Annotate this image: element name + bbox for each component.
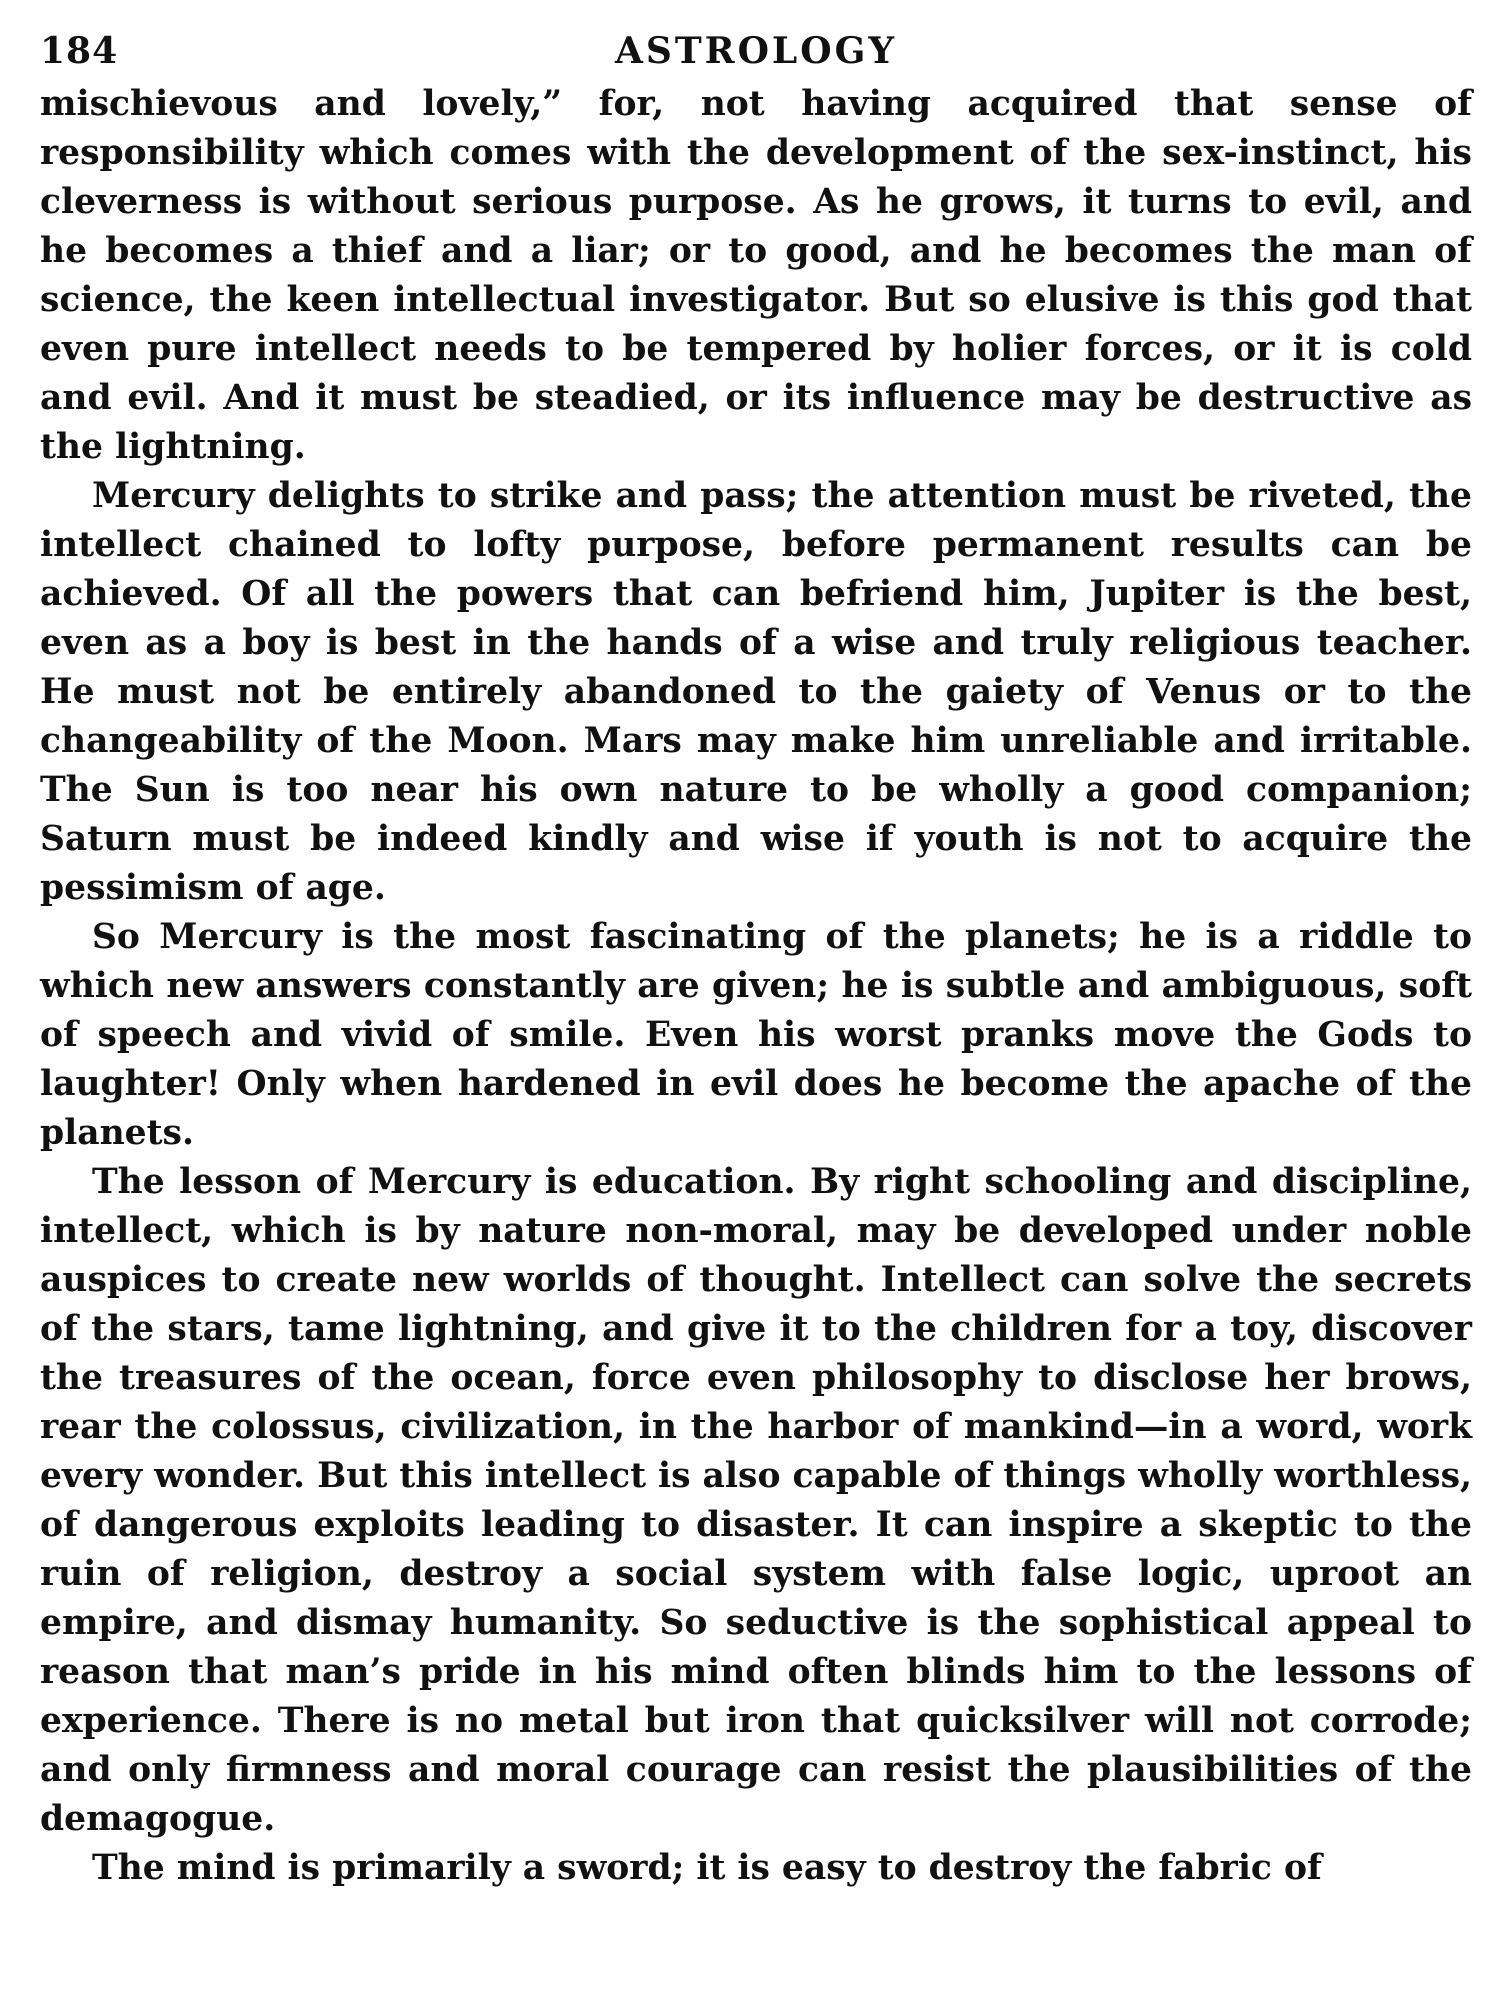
running-head (40, 30, 1472, 80)
running-title: ASTROLOGY (614, 30, 898, 72)
body-text (40, 80, 1472, 1893)
paragraph-continuation: mischievous and lovely,” for, not having acquired that sense of responsibility which comes with the development of the sex-instinct, his cleverness is without serious purpose. As he grows, it turns to evil, and he becomes a thief and a liar; or to good, and he becomes the man of science, the keen intellectual investigator. But so elusive is this god that even pure intellect needs to be tempered by holier forces, or it is cold and evil. And it must be steadied, or its influence may be destructive as the lightning. (40, 84, 1472, 467)
paragraph-lesson-of-mercury: The lesson of Mercury is education. By right schooling and discipline, intellect, which is by nature non-moral, may be developed under noble auspices to create new worlds of thought. Intellect can solve the secrets of the stars, tame lightning, and give it to the children for a toy, discover the treasures of the ocean, force even philosophy to disclose her brows, rear the colossus, civilization, in the harbor of mankind—in a word, work every wonder. But this intellect is also capable of things wholly worthless, of dangerous exploits leading to disaster. It can inspire a skeptic to the ruin of religion, destroy a social system with false logic, uproot an empire, and dismay humanity. So seductive is the sophistical appeal to reason that man’s pride in his mind often blinds him to the lessons of experience. There is no metal but iron that quicksilver will not corrode; and only firmness and moral courage can resist the plausibilities of the demagogue. (40, 1162, 1473, 1839)
paragraph-most-fascinating: So Mercury is the most fascinating of the planets; he is a riddle to which new answers constantly are given; he is subtle and ambiguous, soft of speech and vivid of smile. Even his worst pranks move the Gods to laughter! Only when hardened in evil does he become the apache of the planets. (40, 917, 1472, 1153)
paragraph-mercury-delights: Mercury delights to strike and pass; the attention must be riveted, the intellect chained to lofty purpose, before permanent results can be achieved. Of all the powers that can befriend him, Jupiter is the best, even as a boy is best in the hands of a wise and truly religious teacher. He must not be entirely abandoned to the gaiety of Venus or to the changeability of the Moon. Mars may make him unreliable and irritable. The Sun is too near his own nature to be wholly a good companion; Saturn must be indeed kindly and wise if youth is not to acquire the pessimism of age. (40, 476, 1472, 908)
paragraph-mind-is-a-sword: The mind is primarily a sword; it is easy to destroy the fabric of (92, 1848, 1322, 1888)
page-number: 184 (40, 30, 119, 72)
book-page (40, 30, 1472, 1893)
